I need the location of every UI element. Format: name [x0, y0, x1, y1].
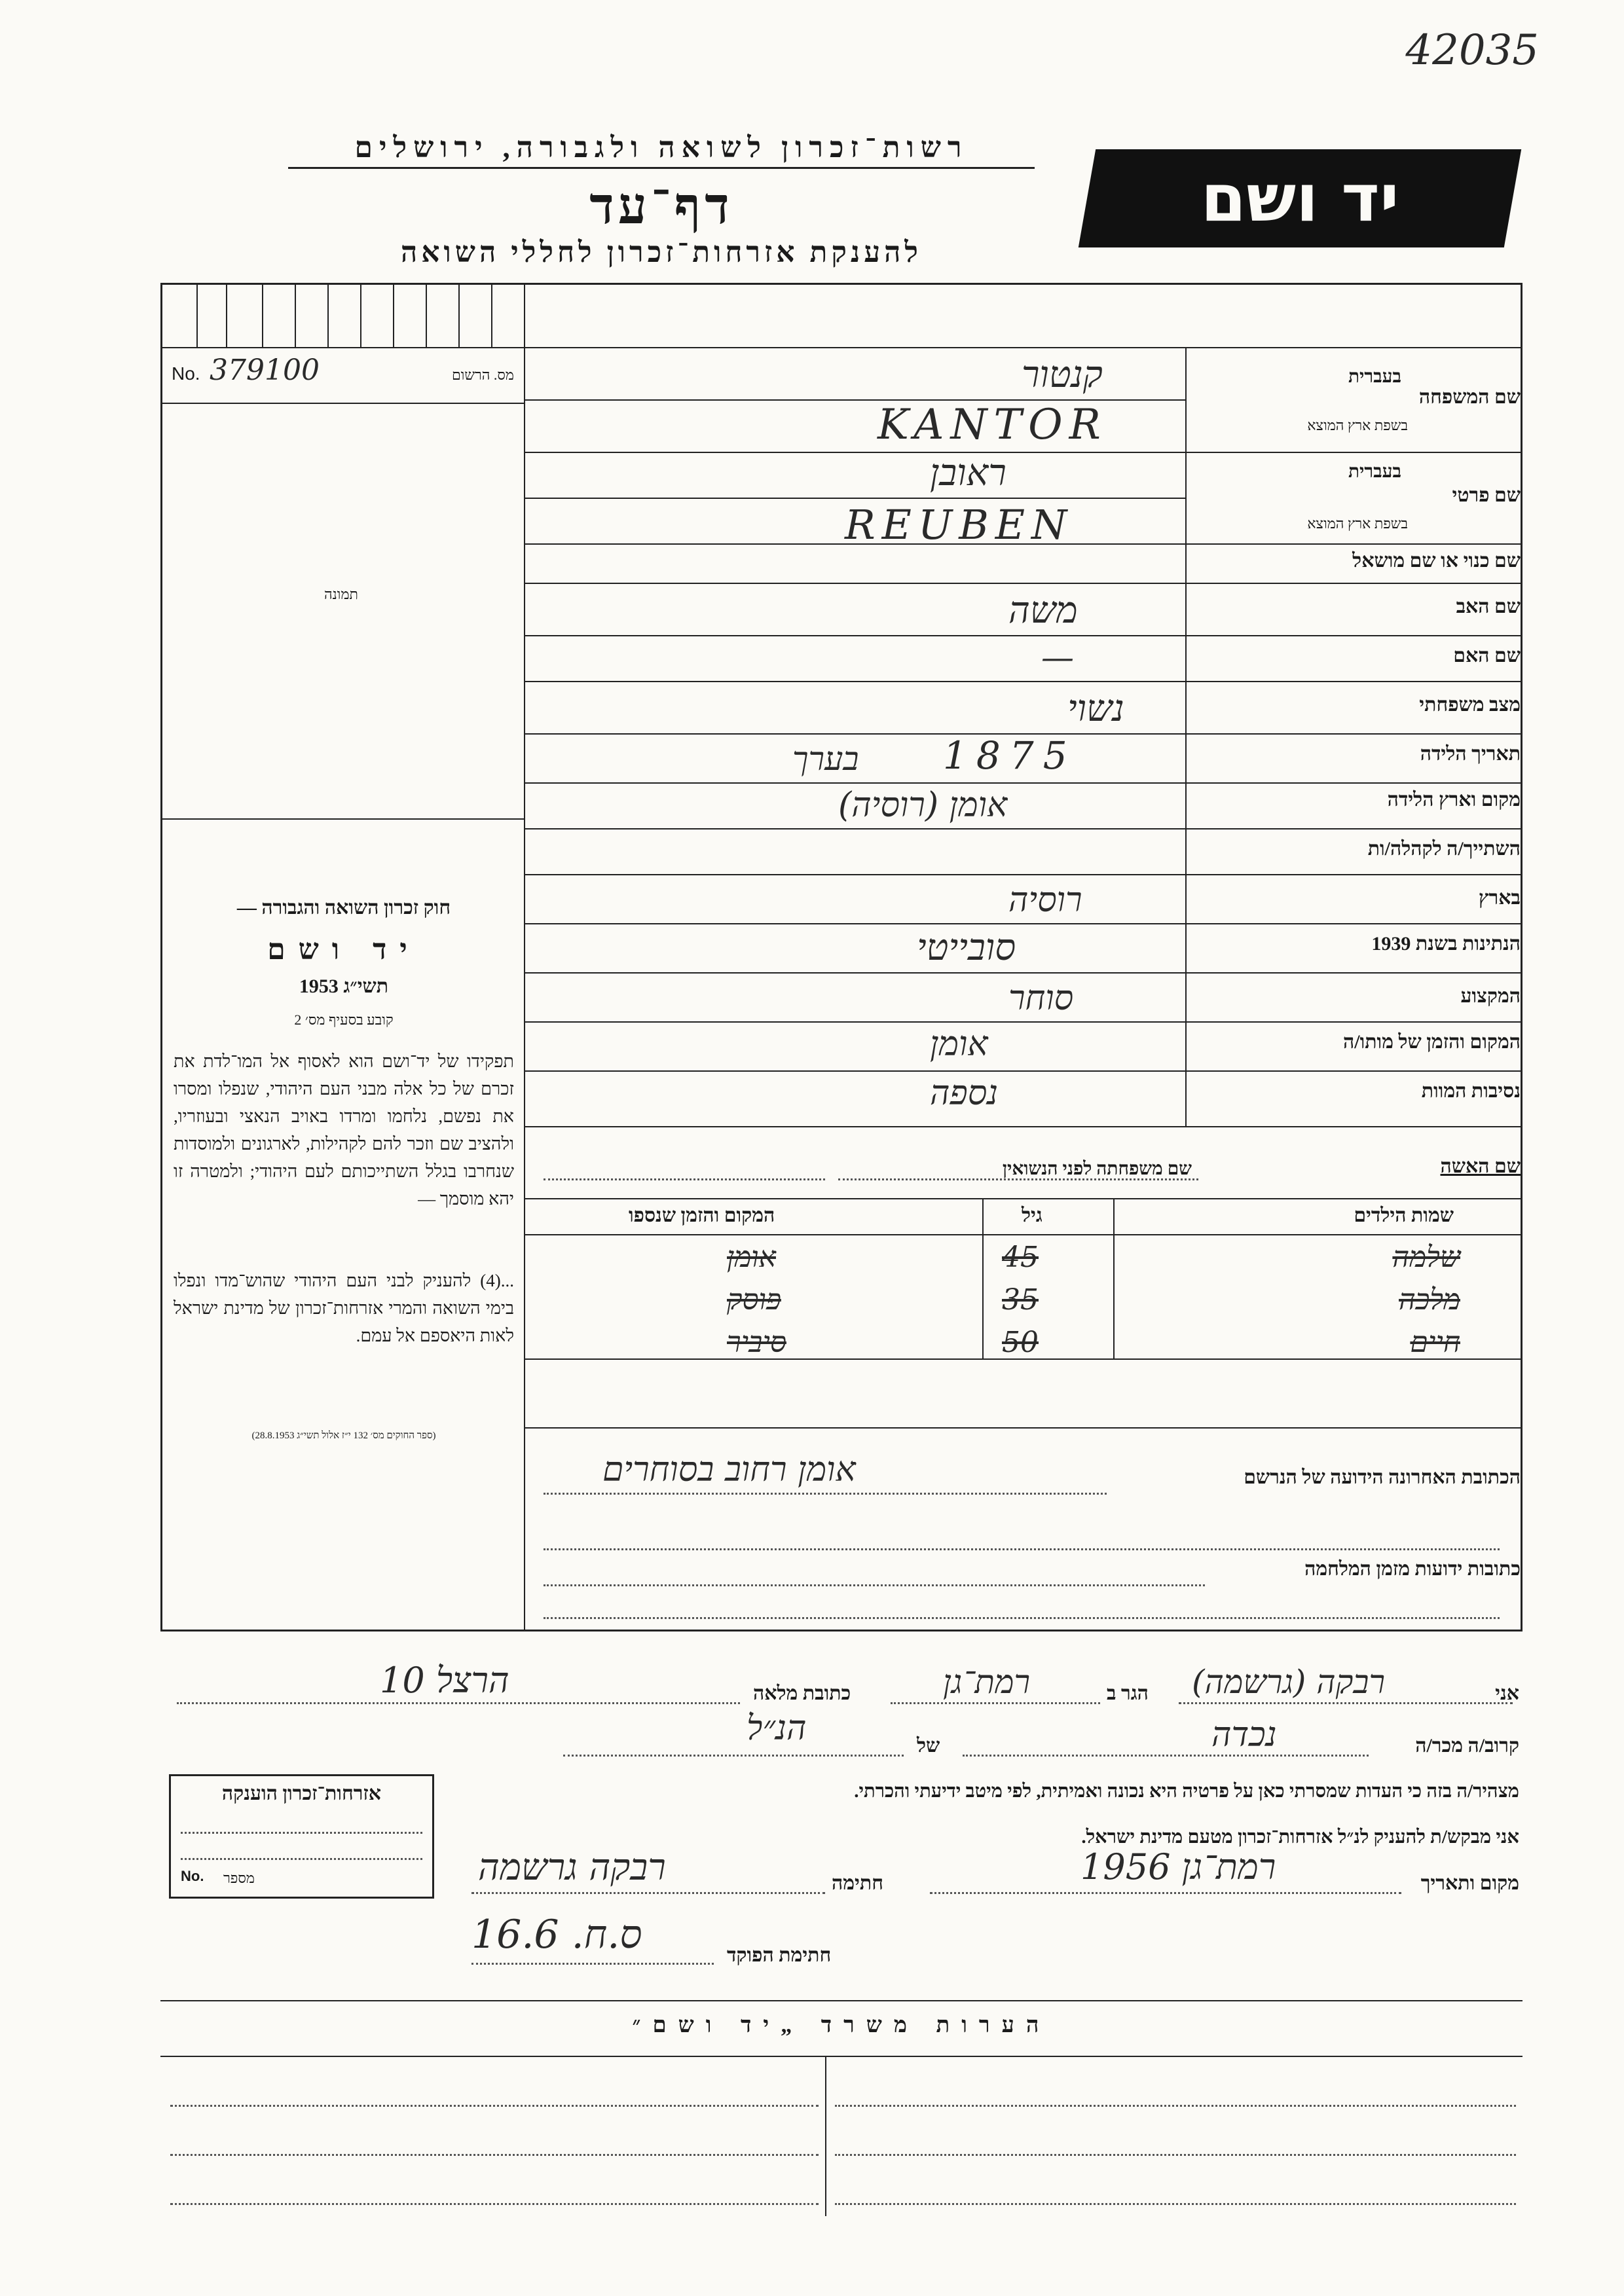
archive-number: 42035 [1405, 26, 1539, 75]
declarant-i-label: אני [1495, 1683, 1519, 1704]
country-value: רוסיה [1008, 881, 1082, 920]
office-notes-title: הערות משרד „יד ושם״ [632, 2013, 1051, 2037]
law-name: יד ושם [267, 934, 420, 966]
declaration-text: מצהיר/ה בזה כי העדות שמסרתי כאן על פרטיה היא נכונה ואמיתית, לפי מיטב ידיעתי והכרתי. [854, 1781, 1519, 1802]
law-text-2: ...(4) להעניק לבני העם היהודי שהוש־מדו ונפלו בימי השואה והמרי אזרחות־זכרון של מדינת ישראל לאות היאספם אל עמם. [174, 1271, 514, 1345]
marital-status-value: נשוי [1067, 687, 1124, 730]
stamp-box-title: אזרחות־זכרון הוענקה [221, 1783, 382, 1804]
place-date-label: מקום ותאריך [1420, 1872, 1519, 1894]
stamp-box-number-label: מספר [223, 1870, 255, 1886]
left-column-divider [524, 283, 525, 1631]
logo-text: יד ושם [1200, 160, 1399, 236]
mother-label: שם האם [1453, 645, 1521, 666]
first-name-hebrew-label: בעברית [1348, 462, 1401, 482]
occupation-value: סוחר [1008, 979, 1074, 1018]
birthdate-label: תאריך הלידה [1420, 743, 1521, 765]
of-label: של [917, 1735, 940, 1757]
officer-signature-mark: ס.ח. 16.6 [471, 1912, 642, 1958]
of-value: הנ״ל [747, 1709, 807, 1748]
marital-status-label: מצב משפחתי [1419, 694, 1521, 716]
last-address-label: הכתובת האחרונה הידועה של הנרשם [1244, 1467, 1521, 1488]
header-authority: רשות־זכרון לשואה ולגבורה, ירושלים [288, 131, 1035, 169]
death-place-value: אומן [930, 1025, 988, 1064]
page-title: דף־עד [589, 177, 733, 234]
child-1-age: 45 [1002, 1241, 1039, 1274]
death-cause-value: נספה [930, 1074, 999, 1113]
first-name-origin-label: בשפת ארץ המוצא [1307, 515, 1408, 532]
citizenship-stamp-box [169, 1774, 434, 1899]
page-subtitle: להענקת אזרחות־זכרון לחללי השואה [400, 236, 923, 268]
law-clause: קובע בסעיף מס׳ 2 [294, 1011, 394, 1028]
country-label: בארץ [1478, 887, 1521, 909]
registration-prefix: No. [172, 363, 200, 384]
occupation-label: המקצוע [1460, 985, 1521, 1007]
mother-value: — [1041, 638, 1074, 676]
birthdate-note: בערך [792, 740, 859, 778]
photo-label: תמונה [324, 586, 358, 602]
war-address-label: כתובות ידועות מזמן המלחמה [1304, 1558, 1521, 1580]
child-1-name: שלמה [1392, 1241, 1460, 1274]
child-3-place: סיביר [727, 1326, 786, 1359]
wife-maiden-label: שם משפחתה לפני הנשואין [1002, 1159, 1192, 1179]
full-address-label: כתובת מלאה [753, 1683, 851, 1704]
child-2-age: 35 [1002, 1283, 1039, 1317]
family-name-origin-label: בשפת ארץ המוצא [1307, 417, 1408, 433]
citizenship-value: סובייטי [917, 926, 1016, 969]
family-name-label: שם המשפחה [1418, 386, 1521, 408]
family-name-origin-value: KANTOR [877, 401, 1107, 449]
signature-label: חתימה [832, 1872, 883, 1894]
family-name-hebrew-label: בעברית [1348, 367, 1401, 387]
signature-value: רבקה גרשמה [478, 1846, 666, 1889]
stamp-box-number-prefix: No. [181, 1868, 204, 1884]
citizenship-label: הנתינות בשנת 1939 [1371, 933, 1521, 955]
officer-signature-label: חתימת הפוקד [727, 1944, 832, 1966]
children-names-header: שמות הילדים [1354, 1205, 1454, 1226]
residing-value: רמת־גן [943, 1663, 1031, 1701]
child-2-place: פוסק [727, 1283, 781, 1317]
child-3-name: חיים [1410, 1326, 1460, 1359]
child-1-place: אומן [727, 1241, 776, 1274]
birthplace-label: מקום וארץ הלידה [1387, 789, 1521, 811]
residing-label: הגר ב [1107, 1683, 1149, 1704]
full-address-value: הרצל 10 [380, 1660, 509, 1701]
request-text: אני מבקש/ת להעניק לנ״ל אזרחות־זכרון מטעם מדינת ישראל. [1081, 1827, 1519, 1848]
law-text-1: תפקידו של יד־ושם הוא לאסוף אל המו־לדת את זכרם של כל אלה מבני העם היהודי, שנפלו ומסרו את נפשם, נלחמו ומרדו באויב הנאצי ובעוזריו, ולהציב שם וזכר להם לקהילות, לארגונים ולמוסדות שנחרבו בגלל השתייכותם לעם היהודי; ולמטרה זו יהא מוסמך — [174, 1051, 514, 1209]
first-name-origin-value: REUBEN [845, 501, 1074, 549]
registration-number: 379100 [210, 354, 320, 387]
first-name-hebrew-value: ראובן [930, 452, 1006, 494]
relative-label: קרוב/ה מכר/ה [1415, 1735, 1519, 1757]
children-place-header: המקום והזמן שנספו [629, 1205, 775, 1226]
death-cause-label: נסיבות המוות [1421, 1080, 1521, 1102]
law-heading: חוק זכרון השואה והגבורה — [236, 897, 451, 919]
logo [1079, 149, 1521, 247]
family-name-hebrew-value: קנטור [1022, 354, 1103, 396]
law-year: תשי״ג 1953 [299, 975, 389, 997]
nickname-label: שם כנוי או שם מושאל [1352, 550, 1521, 572]
child-3-age: 50 [1002, 1326, 1039, 1359]
community-label: השתייך/ה לקהלה/ות [1367, 838, 1521, 860]
wife-label: שם האשה [1440, 1156, 1521, 1177]
law-source: (ספר החוקים מס׳ 132 י״ז אלול תשי״ג 28.8.1953) [251, 1430, 436, 1441]
children-age-header: גיל [1022, 1205, 1043, 1226]
first-name-label: שם פרטי [1452, 484, 1521, 506]
declarant-name-value: רבקה (גרשמה) [1192, 1663, 1386, 1701]
death-place-label: המקום והזמן של מותו/ה [1342, 1031, 1521, 1053]
birthplace-value: אומן (רוסיה) [838, 786, 1008, 825]
registration-label: מס. הרשום [452, 367, 514, 383]
last-address-value: אומן רחוב בסוחרים [602, 1450, 856, 1489]
child-2-name: מלכה [1399, 1283, 1460, 1317]
relative-value: נכדה [1211, 1715, 1277, 1755]
father-label: שם האב [1456, 596, 1521, 617]
place-date-value: רמת־גן 1956 [1080, 1846, 1276, 1887]
birthdate-value: 1875 [943, 733, 1077, 778]
label-column-divider [1185, 347, 1187, 1126]
father-value: משה [1008, 589, 1078, 632]
